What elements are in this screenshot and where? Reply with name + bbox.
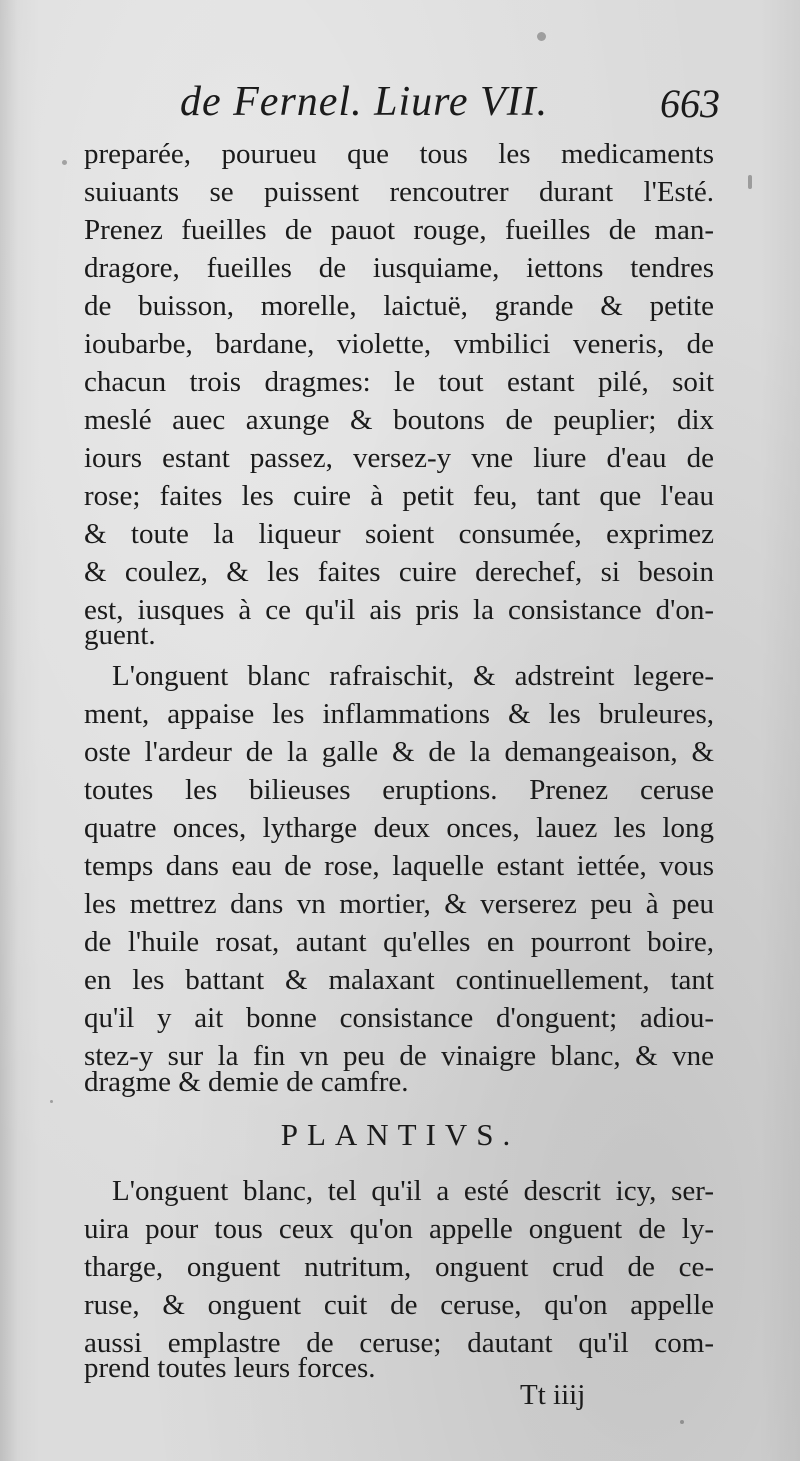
text-line: stez-y sur la fin vn peu de vinaigre blanc, & vne [84, 1040, 714, 1072]
text-line: tharge, onguent nutritum, onguent crud de ce- [84, 1251, 714, 1283]
text-line: suiuants se puissent rencoutrer durant l'Esté. [84, 176, 714, 208]
paper-speck [537, 32, 546, 41]
text-line: toutes les bilieuses eruptions. Prenez ceruse [84, 774, 714, 806]
text-line: ment, appaise les inflammations & les bruleures, [84, 698, 714, 730]
text-line: meslé auec axunge & boutons de peuplier; dix [84, 404, 714, 436]
text-line: de l'huile rosat, autant qu'elles en pourront boire, [84, 926, 714, 958]
page-number: 663 [660, 81, 720, 126]
text-line: dragme & demie de camfre. [84, 1066, 409, 1098]
text-line: guent. [84, 619, 156, 651]
section-heading: PLANTIVS. [280, 1117, 520, 1152]
text-line: ruse, & onguent cuit de ceruse, qu'on appelle [84, 1289, 714, 1321]
running-title: de Fernel. Liure VII. [180, 79, 549, 125]
text-line: aussi emplastre de ceruse; dautant qu'il com- [84, 1327, 714, 1359]
text-line: prend toutes leurs forces. [84, 1352, 376, 1384]
signature-mark: Tt iiij [520, 1379, 586, 1411]
text-line: L'onguent blanc rafraischit, & adstreint legere- [112, 660, 714, 692]
page-header [180, 78, 720, 126]
text-line: & toute la liqueur soient consumée, exprimez [84, 518, 714, 550]
text-line: preparée, pourueu que tous les medicaments [84, 138, 714, 170]
text-line: uira pour tous ceux qu'on appelle onguent de ly- [84, 1213, 714, 1245]
text-line: les mettrez dans vn mortier, & verserez peu à peu [84, 888, 714, 920]
text-line: oste l'ardeur de la galle & de la demangeaison, & [84, 736, 714, 768]
text-line: en les battant & malaxant continuellement, tant [84, 964, 714, 996]
paper-speck [62, 160, 67, 165]
paper-speck [748, 175, 752, 189]
text-line: & coulez, & les faites cuire derechef, si besoin [84, 556, 714, 588]
text-line: L'onguent blanc, tel qu'il a esté descrit icy, ser- [112, 1175, 714, 1207]
paper-speck [680, 1420, 684, 1424]
text-line: temps dans eau de rose, laquelle estant iettée, vous [84, 850, 714, 882]
text-line: ioubarbe, bardane, violette, vmbilici veneris, de [84, 328, 714, 360]
text-line: qu'il y ait bonne consistance d'onguent; adiou- [84, 1002, 714, 1034]
text-line: rose; faites les cuire à petit feu, tant que l'eau [84, 480, 714, 512]
text-line: de buisson, morelle, laictuë, grande & petite [84, 290, 714, 322]
text-line: dragore, fueilles de iusquiame, iettons tendres [84, 252, 714, 284]
text-line: chacun trois dragmes: le tout estant pilé, soit [84, 366, 714, 398]
paper-speck [50, 1100, 53, 1103]
text-line: est, iusques à ce qu'il ais pris la consistance d'on- [84, 594, 714, 626]
text-line: iours estant passez, versez-y vne liure d'eau de [84, 442, 714, 474]
text-line: Prenez fueilles de pauot rouge, fueilles de man- [84, 214, 714, 246]
text-line: quatre onces, lytharge deux onces, lauez les long [84, 812, 714, 844]
